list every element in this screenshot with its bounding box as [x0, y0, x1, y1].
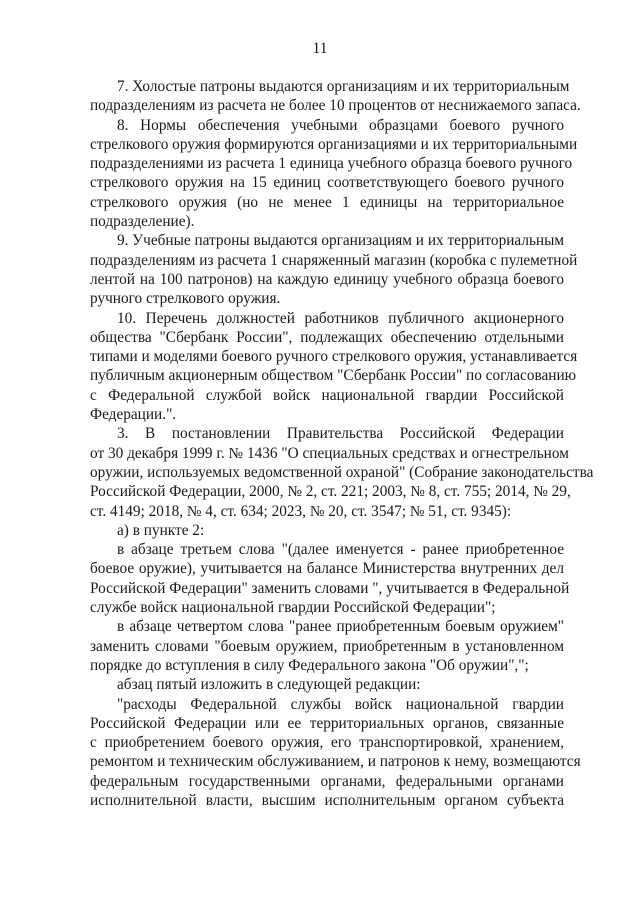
text-line: боевое оружие), учитывается на балансе Министерства внутренних дел: [90, 560, 564, 578]
text-line: оружии, используемых ведомственной охраной" (Собрание законодательства: [90, 463, 594, 481]
text-line: Российской Федерации, 2000, № 2, ст. 221; 2003, № 8, ст. 755; 2014, № 29,: [90, 483, 571, 501]
text-line: Федерации.".: [90, 406, 177, 424]
text-line: с Федеральной службой войск национальной гвардии Российской: [90, 386, 564, 404]
document-body: [90, 77, 594, 810]
text-line: от 30 декабря 1999 г. № 1436 "О специальных средствах и огнестрельном: [90, 444, 569, 462]
text-line: подразделениям из расчета 1 снаряженный магазин (коробка с пулеметной: [90, 251, 578, 269]
text-line: стрелкового оружия на 15 единиц соответствующего боевого ручного: [90, 174, 564, 192]
text-line: Российской Федерации" заменить словами ", учитывается в Федеральной: [90, 579, 570, 597]
text-line: исполнительной власти, высшим исполнительным органом субъекта: [90, 791, 564, 809]
text-line: порядке до вступления в силу Федерального закона "Об оружии",";: [90, 656, 529, 674]
text-line: 10. Перечень должностей работников публичного акционерного: [117, 309, 564, 327]
text-line: публичным акционерным обществом "Сбербанк России" по согласованию: [90, 367, 577, 385]
text-line: ремонтом и техническим обслуживанием, и патронов к нему, возмещаются: [90, 753, 581, 771]
text-line: 3. В постановлении Правительства Российской Федерации: [117, 425, 564, 443]
page-number: 11: [312, 40, 328, 57]
text-line: в абзаце четвертом слова "ранее приобретенным боевым оружием": [117, 618, 564, 636]
text-line: а) в пункте 2:: [117, 521, 205, 539]
text-line: "расходы Федеральной службы войск национальной гвардии: [117, 695, 564, 713]
text-line: типами и моделями боевого ручного стрелкового оружия, устанавливается: [90, 348, 578, 366]
text-line: 9. Учебные патроны выдаются организациям и их территориальным: [117, 232, 565, 250]
text-line: 8. Нормы обеспечения учебными образцами боевого ручного: [117, 116, 564, 134]
text-line: 7. Холостые патроны выдаются организациям и их территориальным: [117, 78, 570, 95]
text-line: службе войск национальной гвардии Российской Федерации";: [90, 599, 496, 617]
text-line: стрелкового оружия (но не менее 1 единицы на территориальное: [90, 193, 564, 211]
text-line: общества "Сбербанк России", подлежащих обеспечению отдельными: [90, 328, 564, 346]
text-line: с приобретением боевого оружия, его транспортировкой, хранением,: [90, 734, 564, 752]
text-line: Российской Федерации или ее территориальных органов, связанные: [90, 714, 564, 732]
text-line: заменить словами "боевым оружием, приобретенным в установленном: [90, 637, 564, 655]
text-line: ручного стрелкового оружия.: [90, 290, 281, 308]
text-line: подразделениями из расчета 1 единица учебного образца боевого ручного: [90, 155, 573, 173]
text-line: подразделение).: [90, 213, 195, 231]
text-line: федеральным государственными органами, федеральными органами: [90, 772, 564, 790]
text-line: абзац пятый изложить в следующей редакции:: [117, 676, 421, 694]
text-line: стрелкового оружия формируются организациями и их территориальными: [90, 135, 578, 153]
text-line: лентой на 100 патронов) на каждую единицу учебного образца боевого: [90, 270, 564, 288]
text-line: ст. 4149; 2018, № 4, ст. 634; 2023, № 20, ст. 3547; № 51, ст. 9345):: [90, 502, 512, 520]
text-line: подразделениям из расчета не более 10 процентов от неснижаемого запаса.: [90, 97, 581, 115]
text-line: в абзаце третьем слова "(далее именуется - ранее приобретенное: [117, 541, 564, 559]
